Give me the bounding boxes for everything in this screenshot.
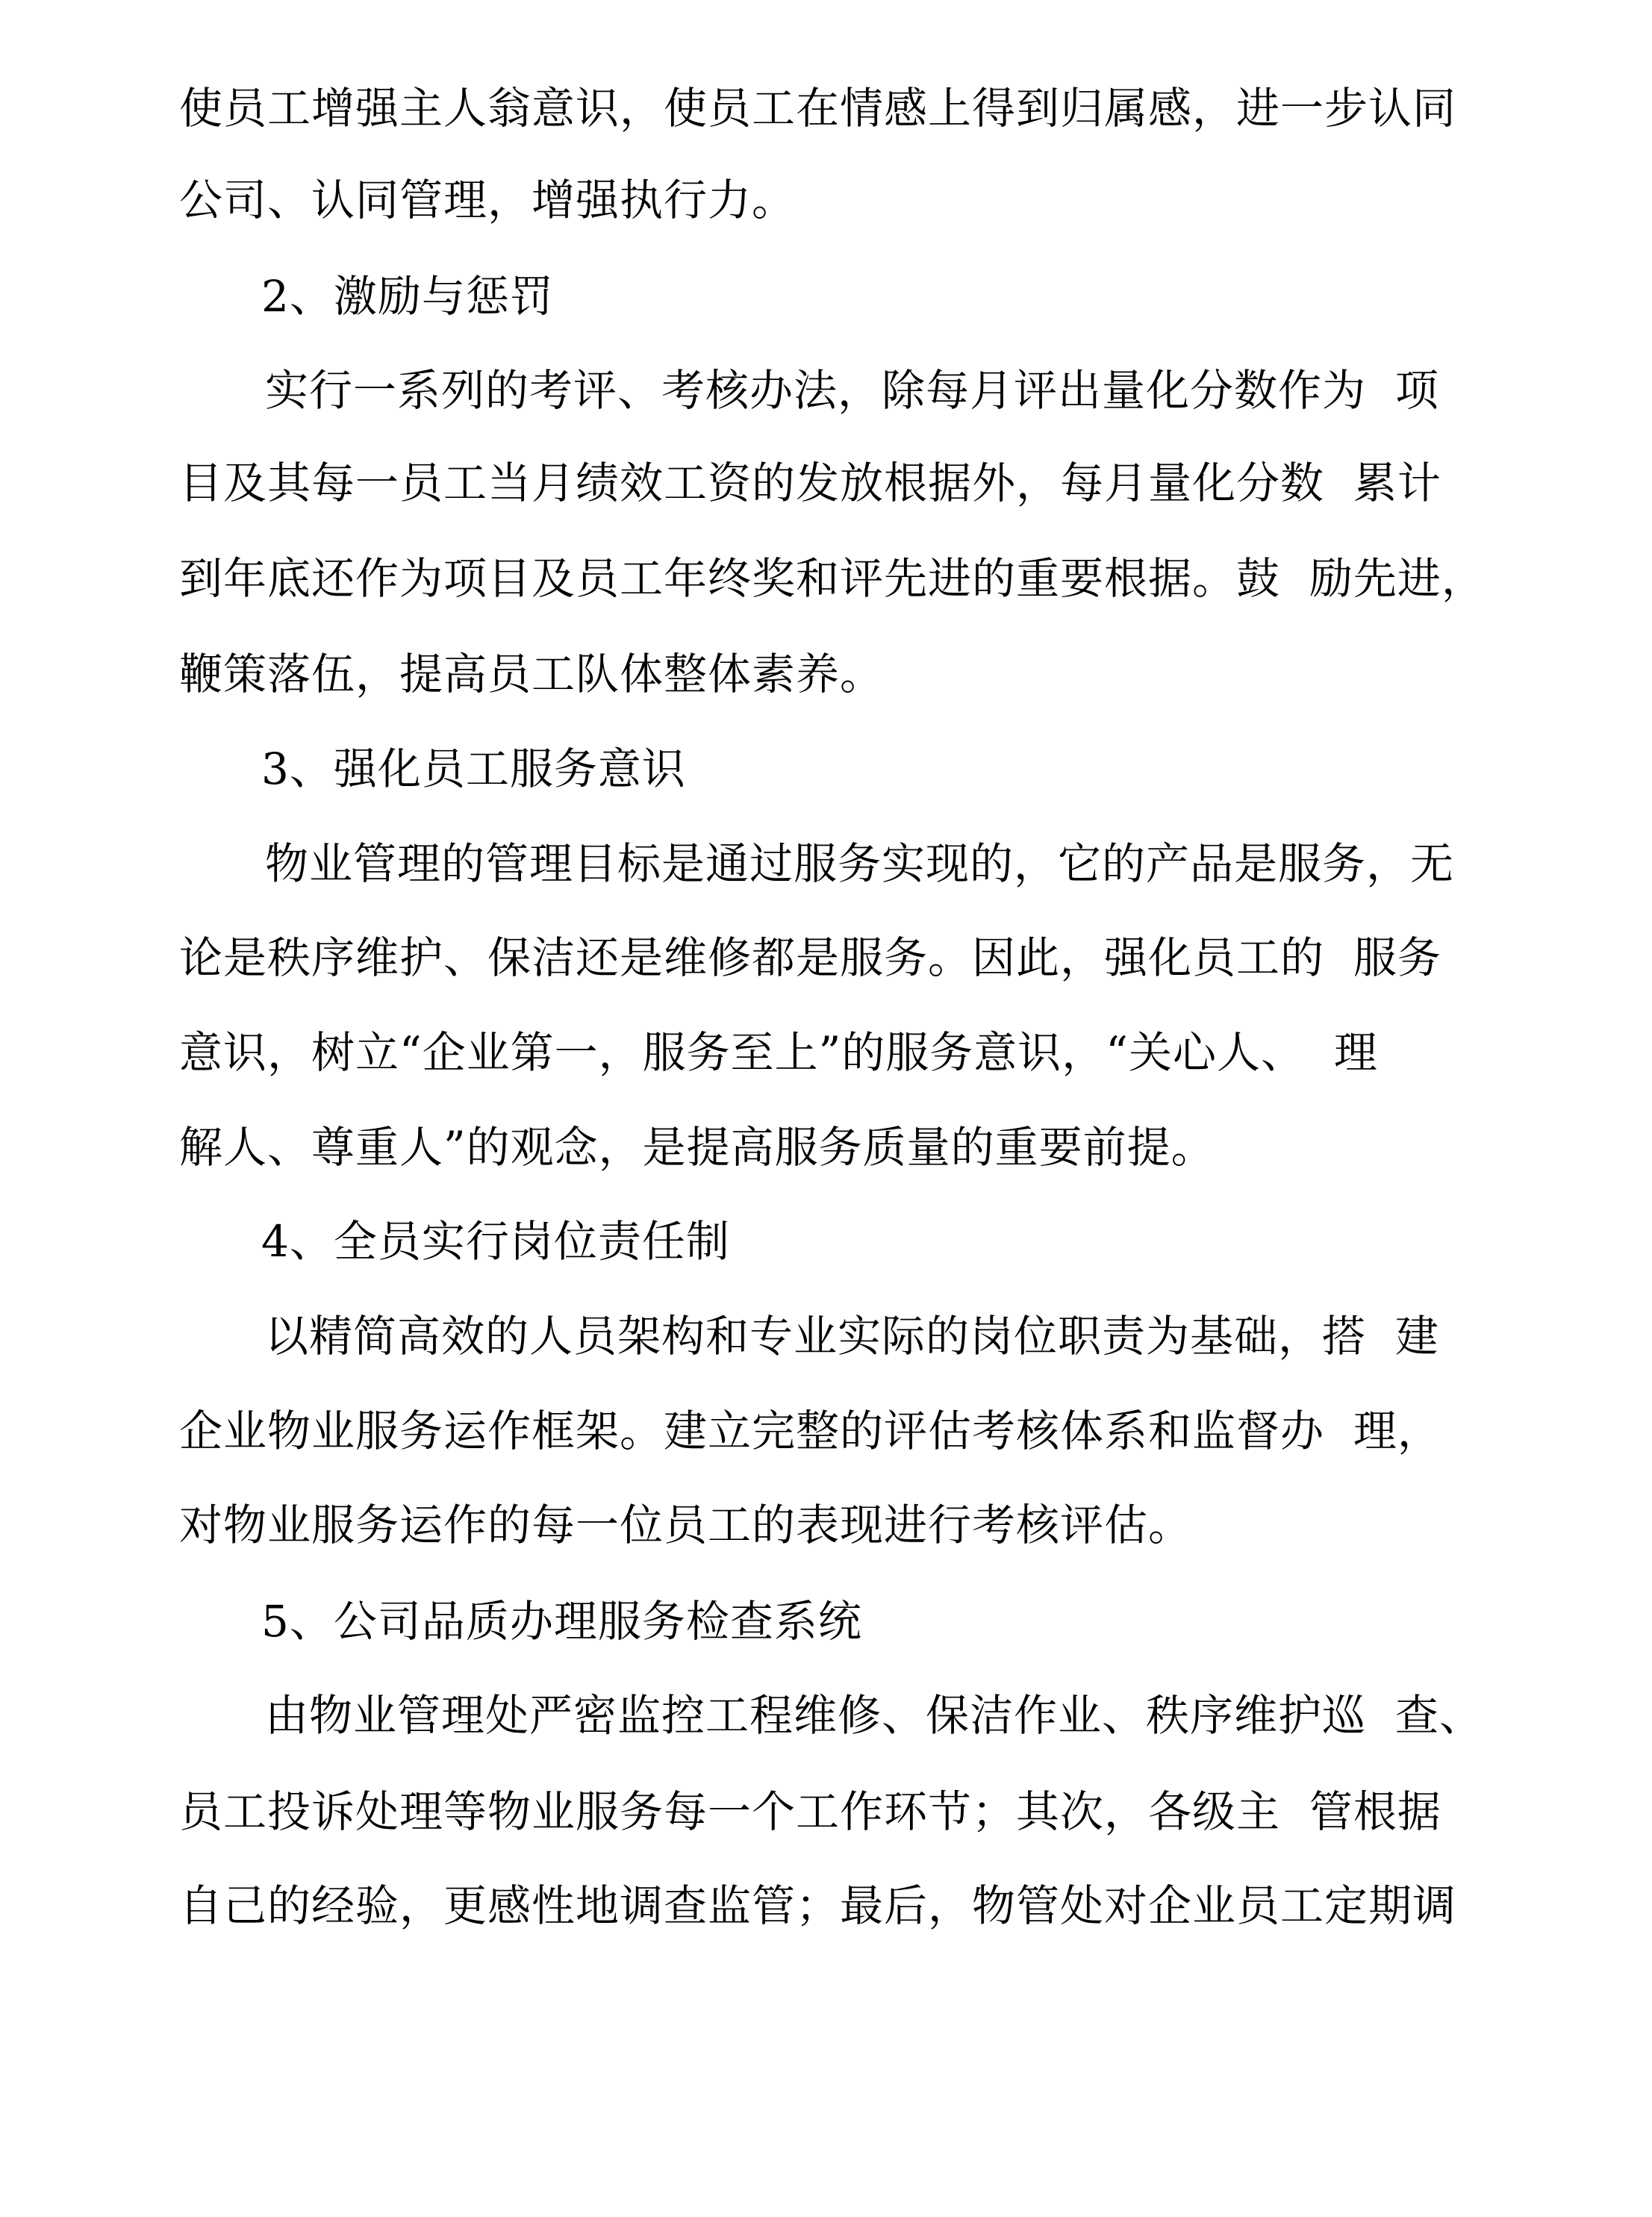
text-line: 企业物业服务运作框架。建立完整的评估考核体系和监督办 理， [179, 1406, 1441, 1456]
text-line: 实行一系列的考评、考核办法，除每月评出量化分数作为 项 [265, 365, 1439, 416]
text-line: 到年底还作为项目及员工年终奖和评先进的重要根据。鼓 励先进， [179, 553, 1486, 604]
section-heading: 4、全员实行岗位责任制 [261, 1216, 730, 1267]
section-heading: 2、激励与惩罚 [261, 271, 554, 322]
text-line: 自己的经验，更感性地调查监管；最后，物管处对企业员工定期调 [179, 1880, 1457, 1931]
text-line: 解人、尊重人”的观念，是提高服务质量的重要前提。 [179, 1122, 1215, 1173]
text-line: 论是秩序维护、保洁还是维修都是服务。因此，强化员工的 服务 [179, 932, 1441, 983]
text-line: 物业管理的管理目标是通过服务实现的，它的产品是服务，无 [265, 838, 1455, 889]
text-line: 对物业服务运作的每一位员工的表现进行考核评估。 [179, 1500, 1193, 1550]
text-line: 目及其每一员工当月绩效工资的发放根据外，每月量化分数 累计 [179, 458, 1441, 508]
section-heading: 5、公司品质办理服务检查系统 [261, 1596, 862, 1647]
text-line: 使员工增强主人翁意识，使员工在情感上得到归属感，进一步认同 [179, 83, 1457, 134]
text-line: 意识，树立“企业第一，服务至上”的服务意识，“关心人、 理 [179, 1027, 1378, 1078]
text-line: 由物业管理处严密监控工程维修、保洁作业、秩序维护巡 查、 [265, 1690, 1483, 1741]
text-line: 员工投诉处理等物业服务每一个工作环节；其次，各级主 管根据 [179, 1786, 1441, 1837]
text-line: 公司、认同管理，增强执行力。 [179, 175, 797, 225]
text-line: 鞭策落伍，提高员工队体整体素养。 [179, 649, 885, 699]
section-heading: 3、强化员工服务意识 [261, 743, 686, 794]
text-line: 以精简高效的人员架构和专业实际的岗位职责为基础，搭 建 [265, 1311, 1439, 1362]
